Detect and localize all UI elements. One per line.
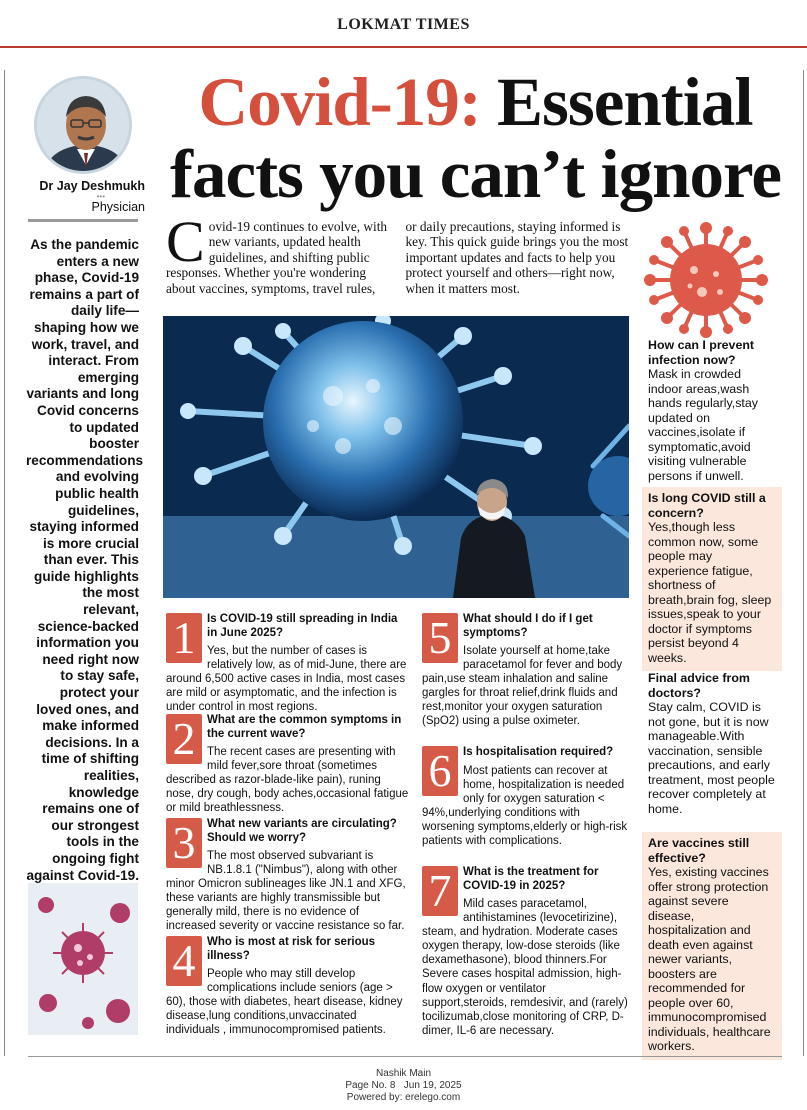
qa-question: Is hospitalisation required?	[463, 746, 614, 758]
hero-image	[163, 316, 629, 598]
qa-answer: Isolate yourself at home,take paracetamol for fever and body pain,use steam inhalation and saline gargles for throat relief,drink fluids and rest,monitor your oxygen saturation (SpO2) using a pulse oximeter.	[422, 645, 623, 728]
qa-item-4	[166, 936, 410, 1037]
qa-answer: Yes, but the number of cases is relatively low, as of mid-June, there are around 6,500 active cases in India, most cases are mild or asymptomatic, and the infection is under control in most regions.	[166, 645, 407, 714]
sidebar-answer: Stay calm, COVID is not gone, but it is now manageable.With vaccination, sensible precautions, and early treatment, most people recover completely at home.	[648, 700, 775, 816]
qa-answer: Most patients can recover at home, hospitalization is needed only for oxygen saturation < 94%,underlying conditions with worsening symptoms,elderly or high-risk patients with complications.	[422, 764, 628, 847]
qa-number: 2	[166, 714, 202, 764]
qa-item-7	[422, 866, 632, 1038]
footer-edition: Nashik Main	[375, 1068, 432, 1079]
qa-number: 4	[166, 936, 202, 986]
qa-question: What new variants are circulating? Should we worry?	[207, 818, 397, 844]
qa-number: 7	[422, 866, 458, 916]
virus-and-masked-man-icon	[163, 316, 629, 598]
qa-number: 1	[166, 613, 202, 663]
sidebar-answer: Mask in crowded indoor areas,wash hands regularly,stay updated on vaccines,isolate if symptomatic,avoid visiting vulnerable persons if unwell.	[648, 367, 758, 483]
virus-illustration	[640, 222, 772, 338]
author-separator: •••	[96, 192, 105, 201]
qa-number: 6	[422, 746, 458, 796]
qa-item-5	[422, 613, 632, 729]
coronavirus-icon	[640, 222, 772, 338]
qa-answer: Mild cases paracetamol, antihistamines (levocetirizine), steam, and hydration. Moderate cases oxygen therapy, low-dose steroids (like dexamethasone), blood thinners.For Severe cases hospital admission, high-flow oxygen or ventilator support,steroids, remdesivir, and (rarely) tocilizumab,close monitoring of CRP, D-dimer, IL-6 are necessary.	[422, 898, 628, 1037]
sidebar-box-final-advice	[642, 667, 782, 822]
headline-black-1: Essential	[497, 64, 753, 140]
headline-black-2: facts you can’t ignore	[169, 136, 782, 212]
footer	[0, 1068, 807, 1104]
sidebar-answer: Yes, existing vaccines offer strong protection against severe disease, hospitalization and death even against newer variants, boosters are recommended for people over 60, immunocompromised individuals, healthcare workers.	[648, 865, 771, 1053]
standfirst: As the pandemic enters a new phase, Covid-19 remains a part of daily life—shaping how we work, travel, and interact. From emerging variants and long Covid concerns to updated booster recommendations and evolving public health guidelines, staying informed is more crucial than ever. This guide highlights the most relevant, science-backed information you need right now to stay safe, protect your loved ones, and make informed decisions. In a time of shifting realities, knowledge remains one of our strongest tools in the ongoing fight against Covid-19.	[26, 237, 144, 883]
qa-item-2	[166, 714, 410, 815]
sidebar-box-prevention	[642, 334, 782, 489]
masthead-title: LOKMAT TIMES	[337, 16, 470, 33]
author-role: Physician	[91, 200, 145, 214]
author-name: Dr Jay Deshmukh	[39, 179, 145, 193]
sidebar-question: Final advice from doctors?	[648, 671, 750, 700]
sidebar-answer: Yes,though less common now, some people may experience fatigue, shortness of breath,brain fog, sleep issues,speak to your doctor if symptoms persist beyond 4 weeks.	[648, 520, 772, 665]
masthead	[0, 0, 807, 48]
qa-question: Is COVID-19 still spreading in India in June 2025?	[207, 613, 398, 639]
qa-item-3	[166, 818, 410, 934]
qa-item-6	[422, 746, 632, 848]
author-divider	[28, 219, 138, 222]
qa-question: What are the common symptoms in the current wave?	[207, 714, 402, 740]
intro-text	[166, 209, 629, 296]
qa-answer: The most observed subvariant is NB.1.8.1 ("Nimbus"), along with other minor Omicron sublineages like JN.1 and XFG, these variants are highly transmissible but generally mild, there is no evidence of increased severity or vaccine resistance so far.	[166, 850, 406, 933]
qa-question: What is the treatment for COVID-19 in 2025?	[463, 866, 599, 892]
sidebar-box-long-covid	[642, 487, 782, 671]
virus-cells-icon	[28, 883, 138, 1035]
qa-answer: People who may still develop complications include seniors (age > 60), those with diabetes, heart disease, kidney disease,lung conditions,unvaccinated individuals , immunocompromised patients.	[166, 968, 403, 1037]
sidebar-question: Are vaccines still effective?	[648, 836, 750, 865]
qa-item-1	[166, 613, 410, 714]
virus-thumbnail	[28, 883, 138, 1035]
qa-question: What should I do if I get symptoms?	[463, 613, 593, 639]
headline-red: Covid-19:	[198, 64, 481, 140]
sidebar-question: Is long COVID still a concern?	[648, 491, 766, 520]
footer-powered-by[interactable]: Powered by: erelego.com	[346, 1092, 461, 1103]
headline	[163, 66, 788, 210]
qa-question: Who is most at risk for serious illness?	[207, 936, 376, 962]
qa-number: 3	[166, 818, 202, 868]
author-photo	[34, 76, 132, 174]
qa-number: 5	[422, 613, 458, 663]
qa-answer: The recent cases are presenting with mild fever,sore throat (sometimes described as razor-blade-like pain), runing nose, dry cough, body aches,occasional fatigue or mild breathlessness.	[166, 746, 409, 815]
sidebar-box-vaccines	[642, 832, 782, 1060]
dropcap: C	[166, 209, 205, 274]
footer-page-date: Page No. 8 Jun 19, 2025	[345, 1080, 462, 1091]
sidebar-question: How can I prevent infection now?	[648, 338, 755, 367]
intro-body: ovid-19 continues to evolve, with new variants, updated health guidelines, and shifting public responses. Whether you're wondering about vaccines, symptoms, travel rules, or daily precautions, staying informed is key. This quick guide brings you the most important updates and facts to help you protect yourself and others—right now, when it matters most.	[166, 219, 629, 296]
footer-divider	[28, 1056, 782, 1057]
